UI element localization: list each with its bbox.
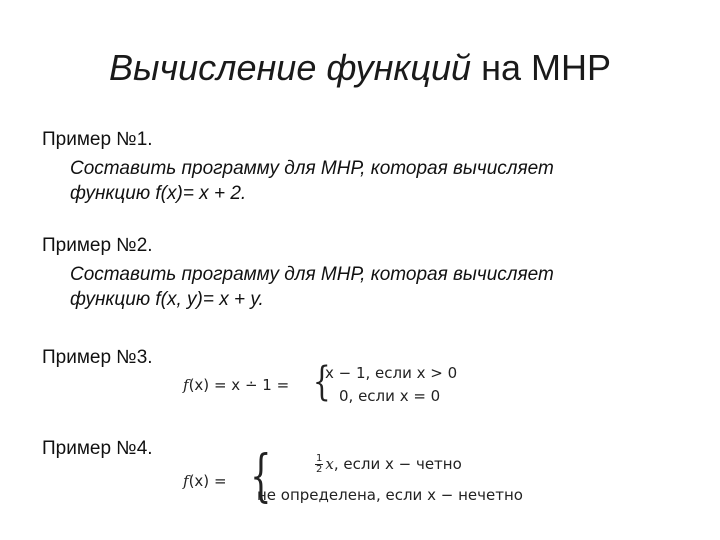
title-italic-part: Вычисление функций — [109, 47, 472, 88]
formula-3-case2-expr: 0, если — [339, 387, 395, 405]
example-4-formula — [183, 444, 543, 514]
formula-3-arg: (x) — [188, 376, 210, 394]
formula-4-frac-den: 2 — [316, 464, 323, 475]
formula-4-fraction — [315, 454, 323, 475]
formula-4-case1-cond: x − четно — [384, 455, 462, 473]
example-2-task-line1: Составить программу для МНР, которая вычисляет — [70, 264, 554, 285]
formula-3-case1-cond: x > 0 — [416, 364, 458, 382]
formula-3-mid: x ∸ 1 = — [231, 376, 290, 394]
example-2-heading: Пример №2. — [42, 235, 153, 256]
example-1-task-line1: Составить программу для МНР, которая вычисляет — [70, 158, 554, 179]
slide-title — [0, 46, 720, 90]
formula-4-case2-text: не определена, если — [257, 486, 423, 504]
example-3-formula — [183, 359, 483, 412]
formula-4-f: f — [183, 472, 189, 490]
formula-4-frac-num: 1 — [316, 453, 323, 464]
formula-3-f: f — [183, 376, 189, 394]
example-2-task-line2: функцию f(x, y)= x + y. — [70, 289, 264, 310]
example-2-task — [70, 262, 670, 312]
example-3-heading: Пример №3. — [42, 347, 153, 368]
formula-3-eq: = — [213, 376, 227, 394]
formula-4-case1-var: x — [325, 455, 334, 473]
formula-3-case2-cond: x = 0 — [399, 387, 441, 405]
example-1-heading: Пример №1. — [42, 129, 153, 150]
example-4-heading: Пример №4. — [42, 438, 153, 459]
formula-4-brace: { — [250, 444, 272, 509]
formula-3-brace: { — [312, 359, 331, 405]
formula-4-case2-cond: x − нечетно — [427, 486, 523, 504]
formula-4-eq: = — [213, 472, 227, 490]
formula-3-case1-expr: x − 1, если — [325, 364, 412, 382]
example-1-task — [70, 156, 670, 206]
example-1-task-line2: функцию f(x)= x + 2. — [70, 183, 247, 204]
formula-4-case1-text: , если — [333, 455, 381, 473]
formula-4-arg: (x) — [188, 472, 210, 490]
title-normal-part: на МНР — [481, 47, 611, 88]
